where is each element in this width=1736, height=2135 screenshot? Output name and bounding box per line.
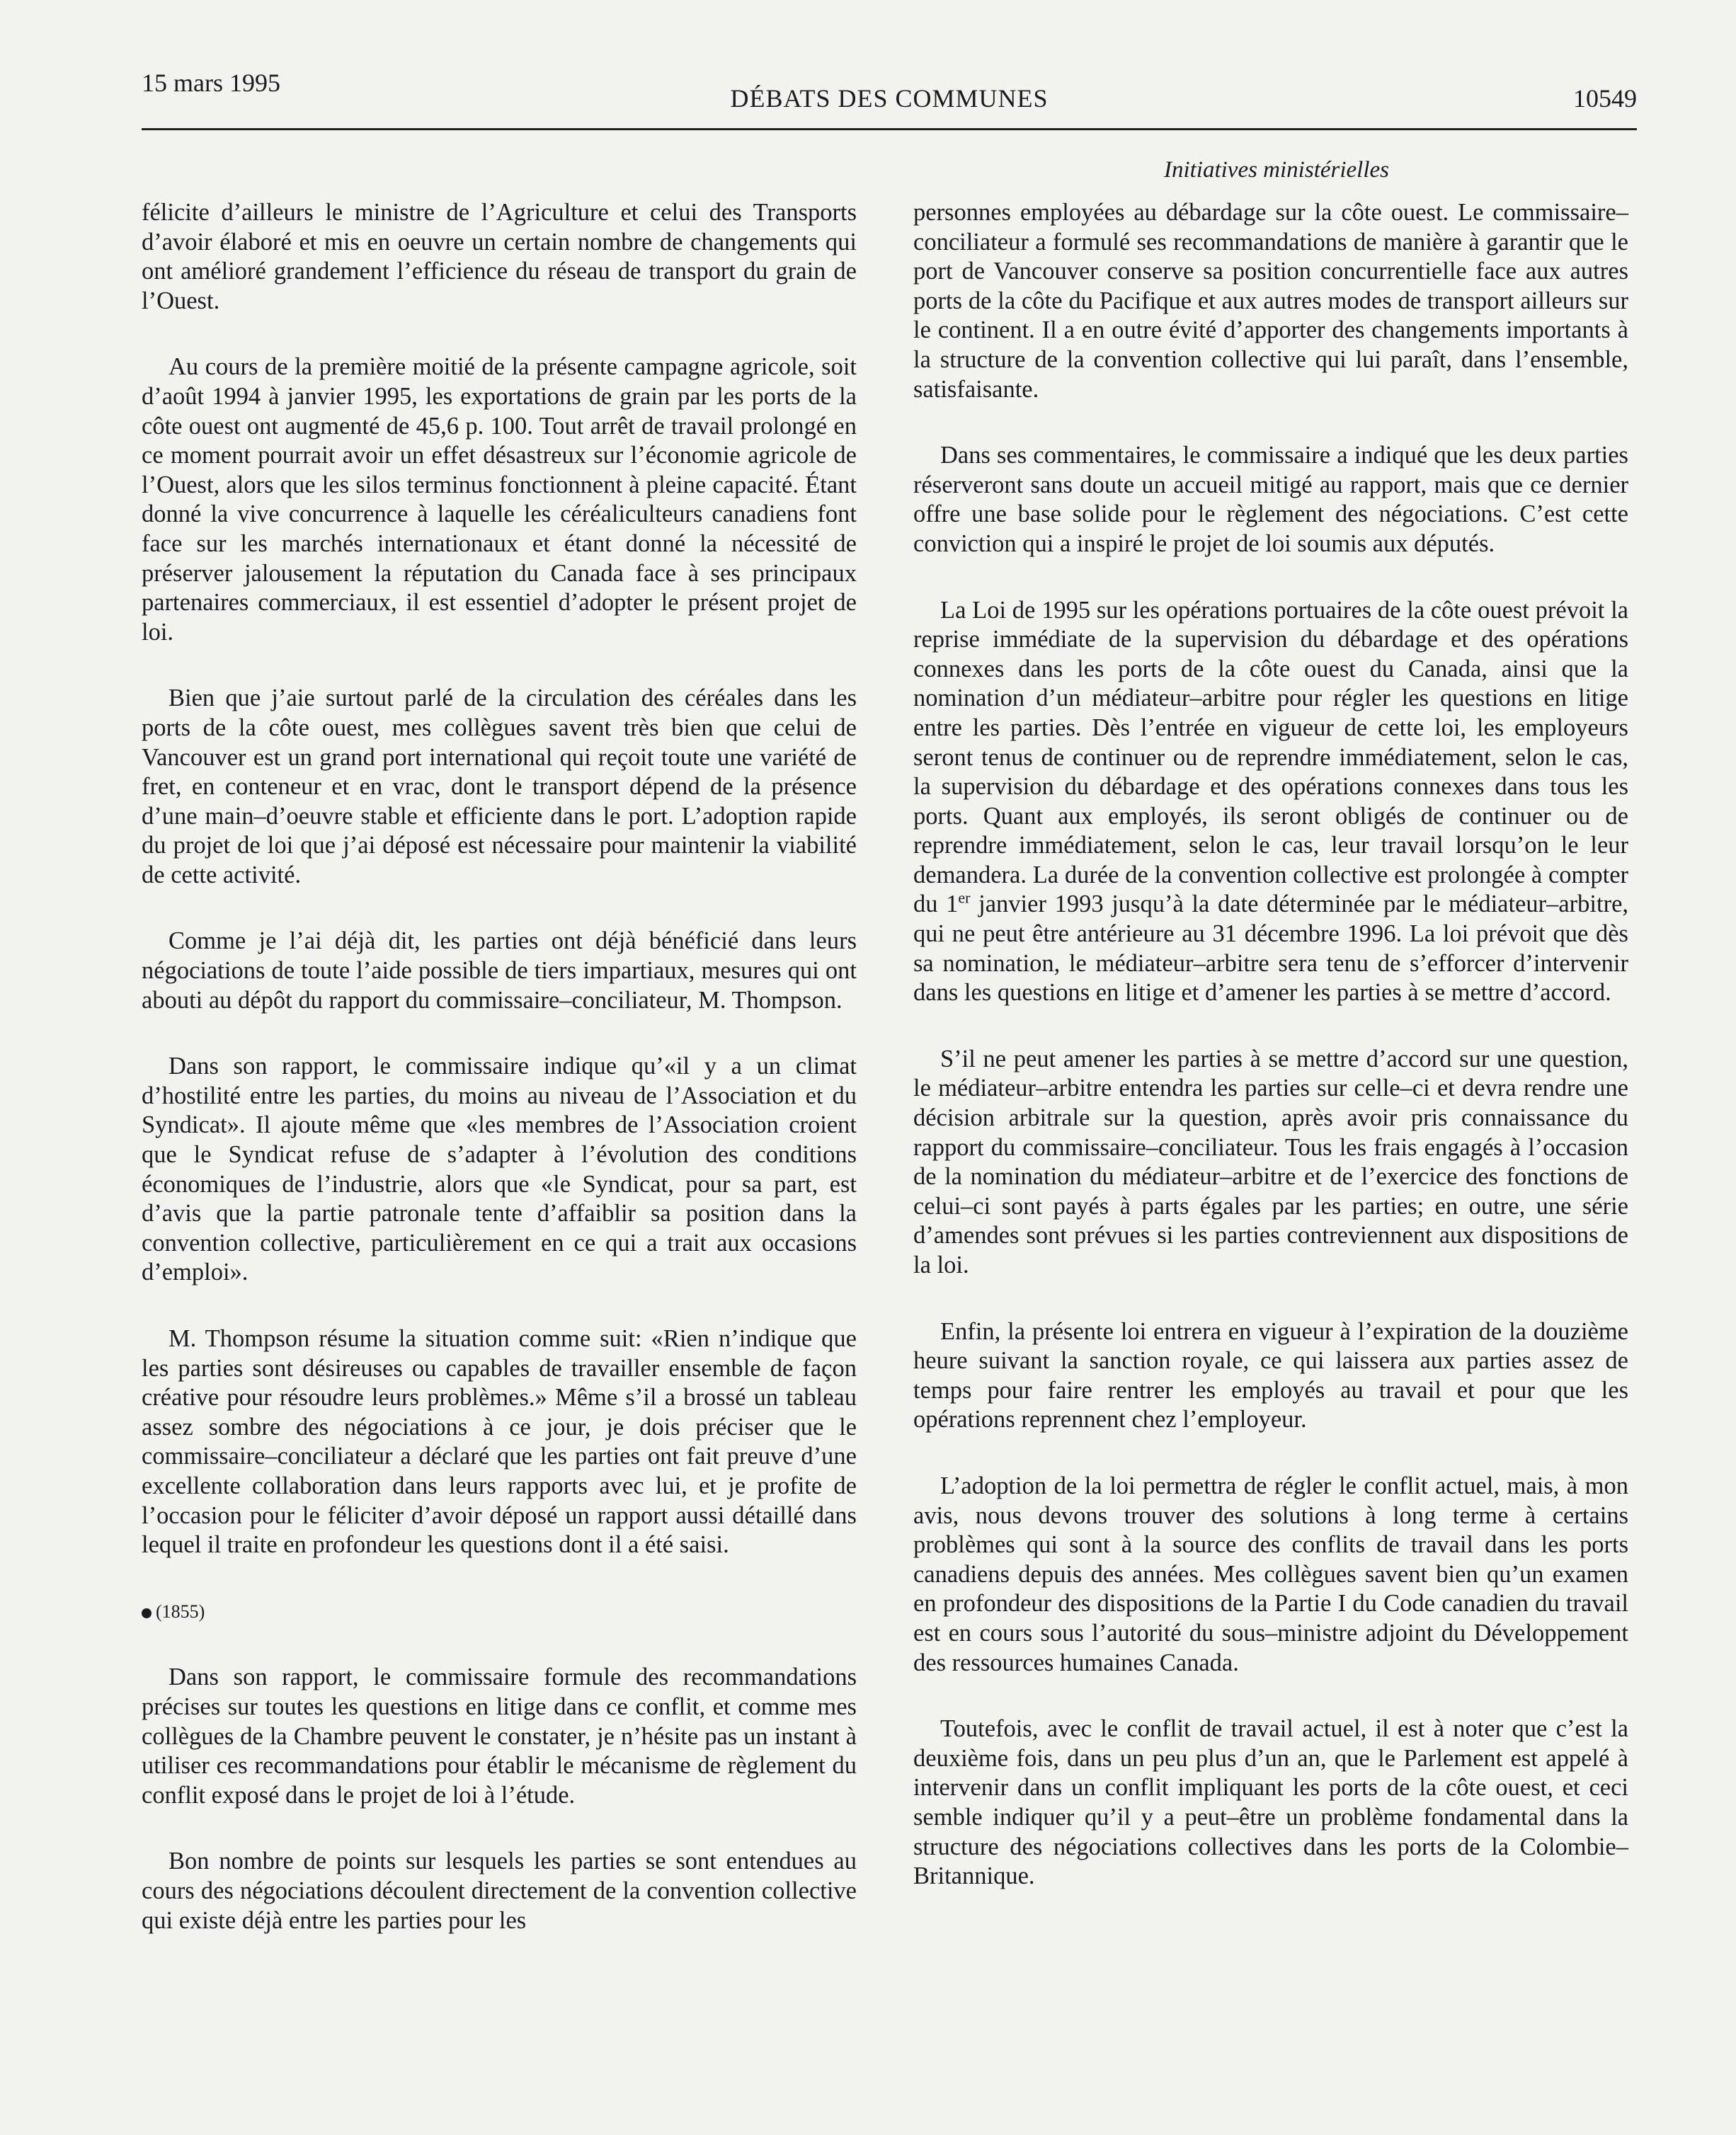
paragraph: Bien que j’aie surtout parlé de la circulation des céréales dans les ports de la côte ouest, mes collègues savent très bien que celui de Vancouver est un grand port international qui reçoit toute une variété de fret, en conteneur et en vrac, dont le transport dépend de la présence d’une main–d’oeuvre stable et efficiente dans le port. L’adoption rapide du projet de loi que j’ai déposé est nécessaire pour maintenir la viabilité de cette activité. [142,685,857,888]
time-marker [142,1597,857,1627]
page-header [142,68,1637,125]
paragraph [913,596,1628,1008]
left-column [142,198,857,1972]
paragraph: L’adoption de la loi permettra de régler le conflit actuel, mais, à mon avis, nous devons trouver des solutions à long terme à certains problèmes qui sont à la source des conflits de travail dans les ports canadiens depuis des années. Mes collègues savent bien qu’un examen en profondeur des dispositions de la Partie I du Code canadien du travail est en cours sous l’autorité du sous–ministre adjoint du Développement des ressources humaines Canada. [913,1472,1628,1676]
paragraph: Dans son rapport, le commissaire indique qu’«il y a un climat d’hostilité entre les parties, du moins au niveau de l’Association et du Syndicat». Il ajoute même que «les membres de l’Association croient que le Syndicat refuse de s’adapter à l’évolution des conditions économiques de l’industrie, alors que «le Syndicat, pour sa part, est d’avis que la partie patronale tente d’affaiblir sa position dans la convention collective, particulièrement en ce qui a trait aux occasions d’emploi». [142,1053,857,1286]
paragraph-text: La Loi de 1995 sur les opérations portuaires de la côte ouest prévoit la reprise immédiate de la supervision du débardage et des opérations connexes dans les ports de la côte ouest du Canada, ainsi que la nomination d’un médiateur–arbitre pour régler les questions en litige entre les parties. Dès l’entrée en vigueur de cette loi, les employeurs seront tenus de continuer ou de reprendre immédiatement, selon le cas, la supervision du débardage et des opérations connexes dans tous les ports. Quant aux employés, ils seront obligés de continuer ou de reprendre immédiatement, selon le cas, leur travail lorsqu’on le leur demandera. La durée de la convention collective est prolongée à compter du 1 [913,596,1628,918]
bullet-icon [142,1608,152,1618]
paragraph: M. Thompson résume la situation comme suit: «Rien n’indique que les parties sont désireuses ou capables de travailler ensemble de façon créative pour résoudre leurs problèmes.» Même s’il a brossé un tableau assez sombre des négociations à ce jour, je dois préciser que le commissaire–conciliateur a déclaré que les parties ont fait preuve d’une excellente collaboration dans leurs rapports avec lui, et je profite de l’occasion pour le féliciter d’avoir déposé un rapport aussi détaillé dans lequel il traite en profondeur les questions dont il a été saisi. [142,1325,857,1559]
header-rule [142,128,1637,130]
paragraph-text: janvier 1993 jusqu’à la date déterminée par le médiateur–arbitre, qui ne peut être antérieure au 31 décembre 1996. La loi prévoit que dès sa nomination, le médiateur–arbitre sera tenu de s’efforcer d’intervenir dans les questions en litige et d’amener les parties à se mettre d’accord. [913,891,1629,1007]
header-date: 15 mars 1995 [142,69,280,97]
time-marker-text: (1855) [156,1601,205,1622]
paragraph: S’il ne peut amener les parties à se mettre d’accord sur une question, le médiateur–arbitre entendra les parties sur celle–ci et devra rendre une décision arbitrale sur la question, après avoir pris connaissance du rapport du commissaire–conciliateur. Tous les frais engagés à l’occasion de la nomination du médiateur–arbitre et de l’exercice des fonctions de celui–ci sont payés à parts égales par les parties; en outre, une série d’amendes sont prévues si les parties contreviennent aux dispositions de la loi. [913,1045,1628,1278]
superscript: er [958,888,971,907]
running-head: Initiatives ministérielles [1163,157,1389,183]
header-title: DÉBATS DES COMMUNES [730,84,1049,113]
paragraph: Enfin, la présente loi entrera en vigueur à l’expiration de la douzième heure suivant la sanction royale, ce qui laissera aux parties assez de temps pour faire rentrer les employés au travail et pour que les opérations reprennent chez l’employeur. [913,1317,1628,1433]
paragraph: Toutefois, avec le conflit de travail actuel, il est à noter que c’est la deuxième fois, dans un peu plus d’un an, que le Parlement est appelé à intervenir dans un conflit impliquant les ports de la côte ouest, et ceci semble indiquer qu’il y a peut–être un problème fondamental dans la structure des négociations collectives dans les ports de la Colombie–Britannique. [913,1715,1628,1890]
page-number: 10549 [1573,84,1637,113]
paragraph: Dans son rapport, le commissaire formule des recommandations précises sur toutes les questions en litige dans ce conflit, et comme mes collègues de la Chambre peuvent le constater, je n’hésite pas un instant à utiliser ces recommandations pour établir le mécanisme de règlement du conflit exposé dans le projet de loi à l’étude. [142,1664,857,1809]
right-column [913,198,1628,1928]
paragraph: félicite d’ailleurs le ministre de l’Agriculture et celui des Transports d’avoir élaboré et mis en oeuvre un certain nombre de changements qui ont amélioré grandement l’efficience du réseau de transport du grain de l’Ouest. [142,199,857,314]
paragraph: Au cours de la première moitié de la présente campagne agricole, soit d’août 1994 à janvier 1995, les exportations de grain par les ports de la côte ouest ont augmenté de 45,6 p. 100. Tout arrêt de travail prolongé en ce moment pourrait avoir un effet désastreux sur l’économie agricole de l’Ouest, alors que les silos terminus fonctionnent à pleine capacité. Étant donné la vive concurrence à laquelle les céréaliculteurs canadiens font face sur les marchés internationaux et étant donné la nécessité de préserver jalousement la réputation du Canada face à ses principaux partenaires commerciaux, il est essentiel d’adopter le présent projet de loi. [142,353,857,646]
paragraph: Bon nombre de points sur lesquels les parties se sont entendues au cours des négociations découlent directement de la convention collective qui existe déjà entre les parties pour les [142,1848,857,1934]
paragraph: Dans ses commentaires, le commissaire a indiqué que les deux parties réserveront sans doute un accueil mitigé au rapport, mais que ce dernier offre une base solide pour le règlement des négociations. C’est cette conviction qui a inspiré le projet de loi soumis aux députés. [913,442,1628,557]
paragraph: Comme je l’ai déjà dit, les parties ont déjà bénéficié dans leurs négociations de toute l’aide possible de tiers impartiaux, mesures qui ont abouti au dépôt du rapport du commissaire–conciliateur, M. Thompson. [142,927,857,1014]
paragraph: personnes employées au débardage sur la côte ouest. Le commissaire–conciliateur a formulé ses recommandations de manière à garantir que le port de Vancouver conserve sa position concurrentielle face aux autres ports de la côte du Pacifique et aux autres modes de transport ailleurs sur le continent. Il a en outre évité d’apporter des changements importants à la structure de la convention collective qui lui paraît, dans l’ensemble, satisfaisante. [913,199,1628,403]
